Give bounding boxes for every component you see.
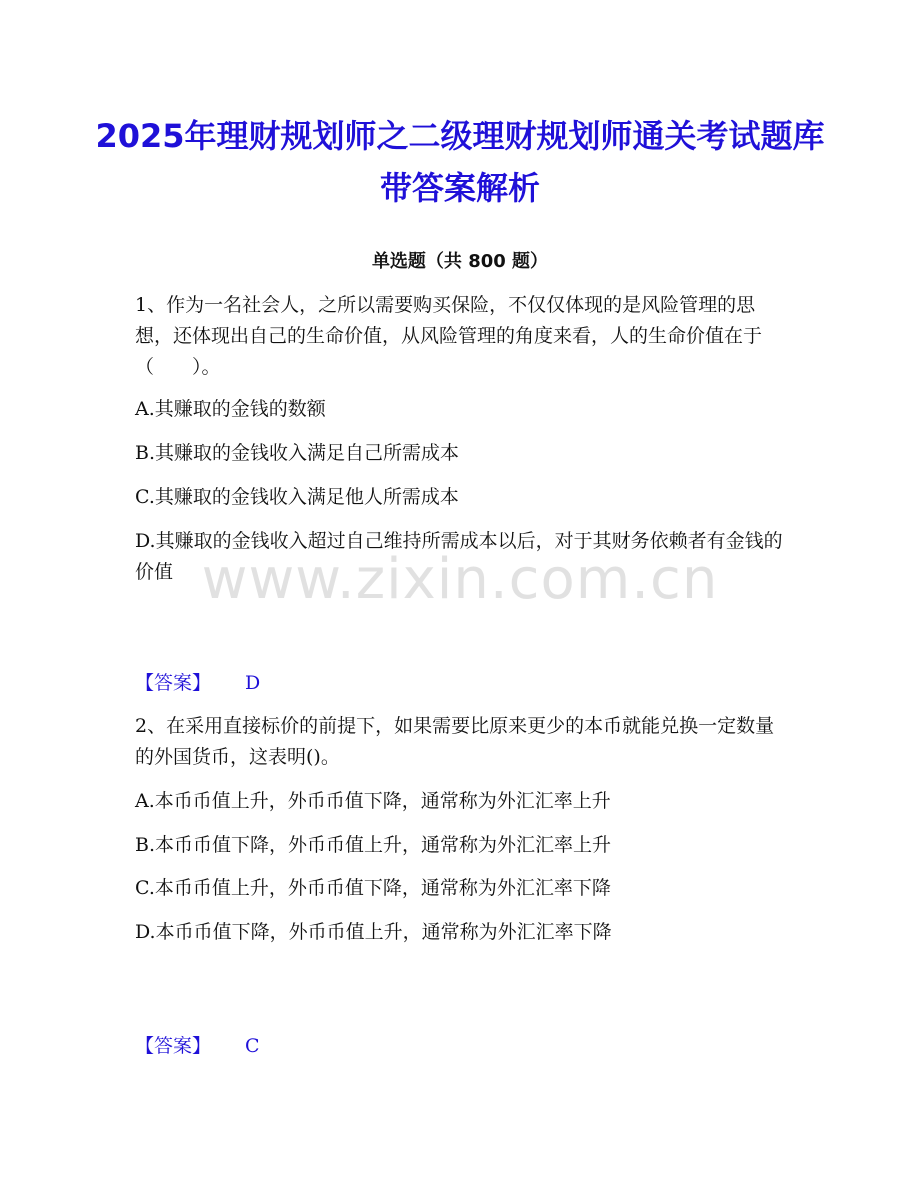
answer-value: D — [245, 672, 261, 694]
question-1-stem: 1、作为一名社会人，之所以需要购买保险，不仅仅体现的是风险管理的思想，还体现出自己的生命价值，从风险管理的角度来看，人的生命价值在于（ ）。 — [135, 294, 763, 378]
question-1-option-d: D.其赚取的金钱收入超过自己维持所需成本以后，对于其财务依赖者有金钱的价值 — [135, 530, 783, 583]
question-1-option-c: C.其赚取的金钱收入满足他人所需成本 — [135, 486, 459, 508]
question-2-option-a: A.本币币值上升，外币币值下降，通常称为外汇汇率上升 — [135, 790, 611, 812]
watermark: www.zixin.com.cn — [201, 547, 719, 612]
question-1-option-a: A.其赚取的金钱的数额 — [135, 398, 326, 420]
question-2-option-d: D.本币币值下降，外币币值上升，通常称为外汇汇率下降 — [135, 921, 612, 943]
question-2-option-c: C.本币币值上升，外币币值下降，通常称为外汇汇率下降 — [135, 877, 611, 899]
answer-label: 【答案】 — [135, 672, 212, 694]
question-2-stem: 2、在采用直接标价的前提下，如果需要比原来更少的本币就能兑换一定数量的外国货币，这表明()。 — [135, 715, 775, 768]
question-2-answer — [135, 1032, 260, 1060]
question-2-option-b: B.本币币值下降，外币币值上升，通常称为外汇汇率上升 — [135, 834, 612, 856]
document-title: 2025年理财规划师之二级理财规划师通关考试题库带答案解析 — [95, 117, 825, 207]
question-1-answer — [135, 669, 260, 697]
answer-label: 【答案】 — [135, 1035, 212, 1057]
question-1-option-b: B.其赚取的金钱收入满足自己所需成本 — [135, 442, 460, 464]
section-header: 单选题（共 800 题） — [371, 251, 549, 272]
answer-value: C — [245, 1035, 260, 1057]
